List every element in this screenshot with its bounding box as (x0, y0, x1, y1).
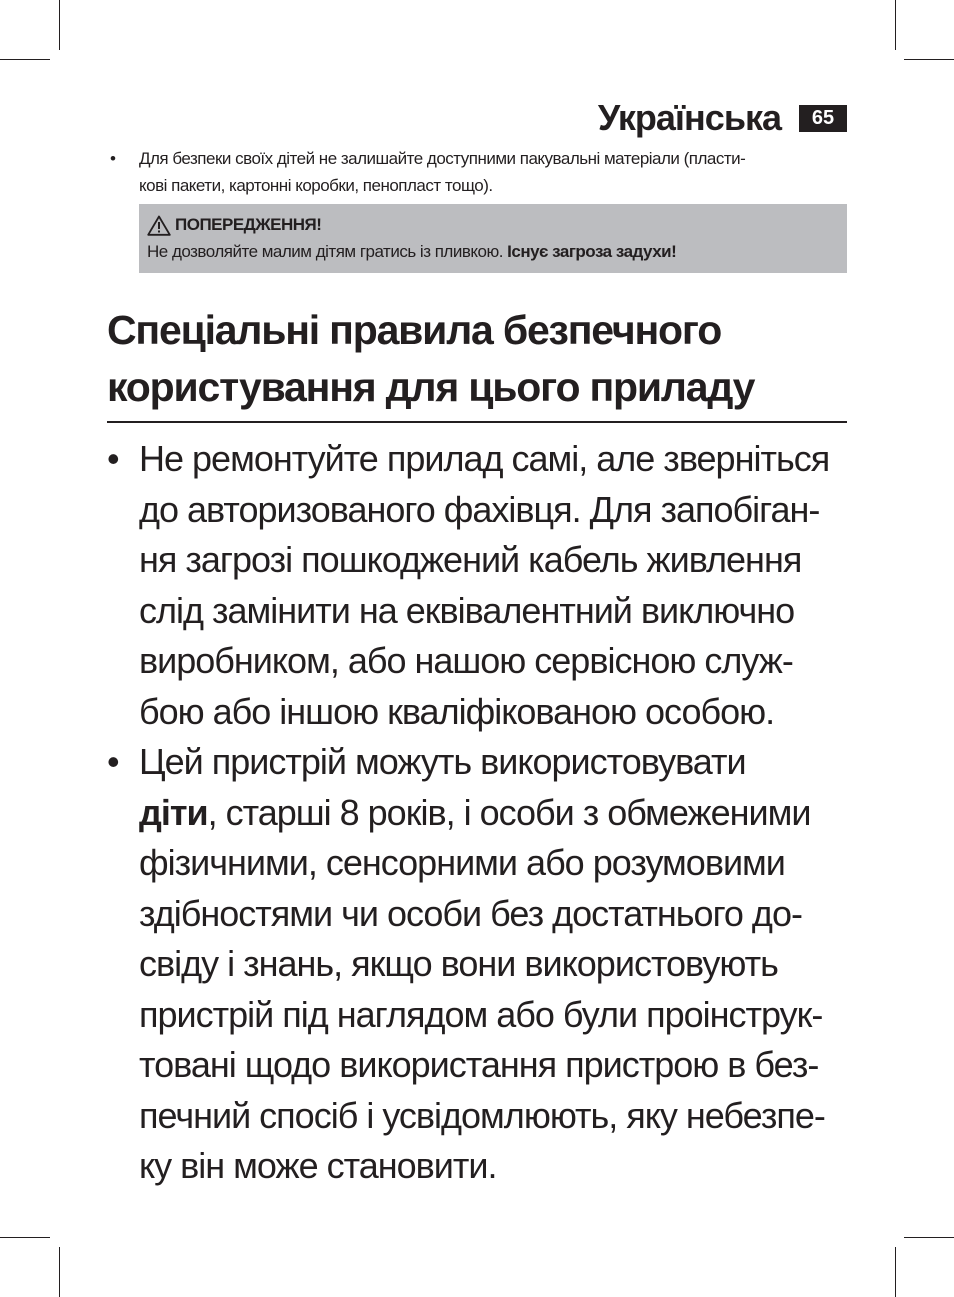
list-item (107, 145, 847, 199)
page-number-badge: 65 (799, 105, 847, 132)
crop-mark-bottom-right-vertical (895, 1247, 896, 1297)
rule-1-line-3: ня загрозі пошкоджений кабель живлення (139, 539, 802, 580)
section-title-rule (107, 421, 847, 423)
warning-title: ПОПЕРЕДЖЕННЯ! (175, 215, 322, 234)
crop-mark-top-right-horizontal (904, 59, 954, 60)
rule-2-line-8: печний спосіб і усвідомлюють, яку небезпе- (139, 1094, 825, 1136)
warning-box (139, 204, 847, 273)
rule-2-line-2: , старші 8 років, і особи з обмеженими (207, 791, 811, 833)
warning-triangle-icon (147, 215, 171, 236)
intro-line-1: Для безпеки своїх дітей не залишайте доступними пакувальні матеріали (пласти- (139, 149, 746, 168)
crop-mark-top-left-horizontal (0, 59, 50, 60)
section-title-line-2: користування для цього приладу (107, 364, 755, 410)
warning-text (147, 237, 839, 267)
section-title-line-1: Спеціальні правила безпечного (107, 307, 722, 353)
crop-mark-bottom-right-horizontal (904, 1237, 954, 1238)
bullet: • (107, 438, 119, 479)
bullet: • (107, 741, 119, 782)
rule-2-line-9: ку він може становити. (139, 1145, 497, 1186)
intro-line-2: кові пакети, картонні коробки, пенопласт тощо). (139, 176, 493, 195)
crop-mark-top-right-vertical (895, 0, 896, 50)
rules-list (107, 434, 852, 1192)
rule-1-line-6: бою або іншою кваліфікованою особою. (139, 690, 775, 732)
page-header (598, 96, 847, 140)
bullet: • (110, 149, 116, 168)
rule-1-line-1: Не ремонтуйте прилад самі, але зверніться (139, 438, 830, 479)
rule-2-line-5: свіду і знань, якщо вони використовують (139, 943, 778, 984)
warning-text-bold: Існує загроза задухи! (507, 242, 677, 261)
section-title (107, 302, 847, 416)
rule-2-line-7: товані щодо використання пристрою в без- (139, 1044, 819, 1085)
rule-1-line-2: до авторизованого фахівця. Для запобіган- (139, 488, 820, 530)
rule-2-bold-word: діти (139, 791, 208, 833)
rule-2-line-4: здібностями чи особи без достатнього до- (139, 892, 802, 934)
rule-2-line-3: фізичними, сенсорними або розумовими (139, 842, 785, 883)
rule-2-line-6: пристрій під наглядом або були проінструк- (139, 993, 823, 1035)
language-label: Українська (597, 97, 781, 138)
rule-1-line-4: слід замінити на еквівалентний виключно (139, 589, 795, 631)
rule-2-line-1: Цей пристрій можуть використовувати (139, 741, 746, 782)
list-item (107, 434, 852, 737)
warning-title-row (147, 213, 839, 237)
warning-text-regular: Не дозволяйте малим дітям гратись із пливкою. (147, 242, 508, 261)
crop-mark-bottom-left-horizontal (0, 1237, 50, 1238)
intro-list (107, 145, 847, 199)
crop-mark-bottom-left-vertical (59, 1247, 60, 1297)
crop-mark-top-left-vertical (59, 0, 60, 50)
rule-1-line-5: виробником, або нашою сервісною служ- (139, 640, 793, 681)
list-item (107, 737, 852, 1192)
